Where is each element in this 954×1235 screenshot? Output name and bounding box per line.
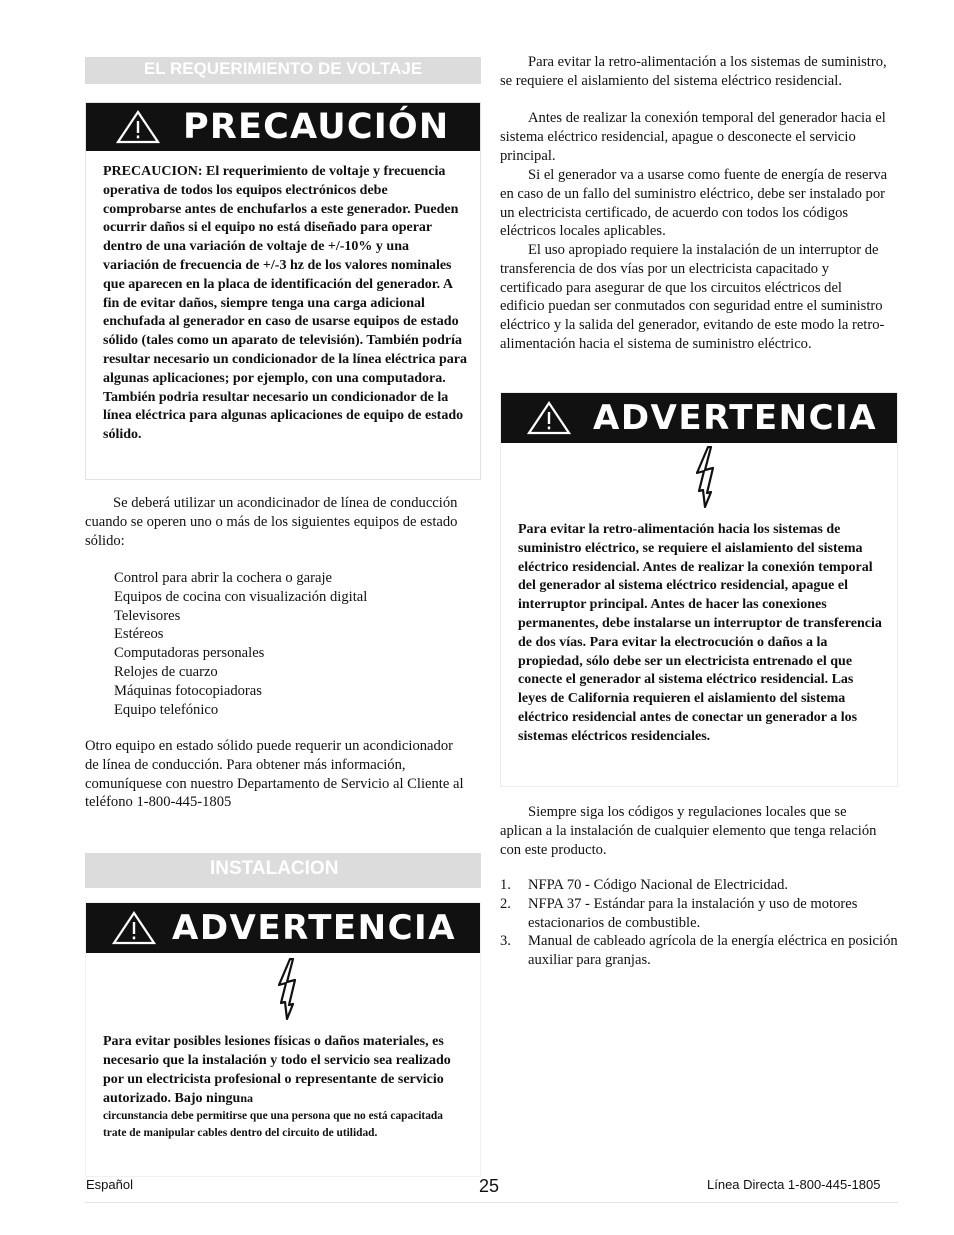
voltage-section-header (85, 57, 481, 84)
list-item: Computadoras personales (114, 645, 265, 662)
installation-warning-banner (86, 903, 480, 953)
installation-warning-text-tail: na (240, 1091, 253, 1106)
caution-banner (86, 103, 480, 151)
list-text: Manual de cableado agrícola de la energía eléctrica en posición auxiliar para granjas. (528, 933, 898, 969)
conditioner-intro: Se deberá utilizar un acondicinador de línea de conducción cuando se operen uno o más de los siguientes equipos de estado sólido: (85, 495, 458, 549)
warning-triangle-icon (116, 110, 160, 144)
feedback-warning-title: ADVERTENCIA (593, 398, 878, 438)
warning-triangle-icon (527, 401, 571, 435)
list-item (500, 895, 898, 933)
footer-language: Español (86, 1177, 133, 1192)
installation-section-header (85, 853, 481, 888)
list-item: Control para abrir la cochera o garaje (114, 570, 332, 586)
installation-section-title: INSTALACION (210, 858, 339, 879)
feedback-warning-text: Para evitar la retro-alimentación hacia los sistemas de suministro eléctrico, se requiere el aislamiento del sistema eléctrico residencial. Antes de realizar la conexión temporal del generador al sistema eléctrico residencial, apague el interruptor principal. Antes de hacer las conexiones permanentes, debe instalarse un interruptor de transferencia de dos vías. Para evitar la electrocución o daños a la propiedad, sólo debe ser un electricista entrenado el que conecte el generador al sistema eléctrico residencial. Las leyes de California requieren el aislamiento del sistema eléctrico residencial antes de conectar un generador a los sistemas eléctricos residenciales. (518, 522, 882, 744)
installation-warning-text-main: Para evitar posibles lesiones físicas o daños materiales, es necesario que la instalación y todo el servicio sea realizado por un electricista profesional o representante de servicio autorizado. Bajo ningu (103, 1034, 451, 1107)
feedback-warning-box (500, 392, 898, 787)
caution-box (85, 102, 481, 480)
codes-list (500, 876, 898, 970)
list-number: 3. (500, 933, 511, 950)
list-item: Equipos de cocina con visualización digital (114, 588, 368, 605)
list-item (500, 932, 898, 970)
list-item: Estéreos (114, 626, 164, 643)
caution-text: PRECAUCION: El requerimiento de voltaje y frecuencia operativa de todos los equipos electrónicos debe comprobarse antes de enchufarlos a este generador. Pueden ocurrir daños si el equipo no está diseñado para operar dentro de una variación de voltaje de +/-10% y una variación de frecuencia de +/-3 hz de los valores nominales que aparecen en la placa de identificación del generador. A fin de evitar daños, siempre tenga una carga adicional enchufada al generador en caso de usarse equipos de estado sólido (tales como un aparato de televisión). También podría resultar necesario un condicionador de la línea eléctrica para algunas aplicaciones; por ejemplo, con una computadora. También podria resultar necesario un condicionador de la línea eléctrica para algunas aplicaciones de equipo de estado sólido. (103, 164, 467, 443)
list-item (500, 876, 898, 895)
footer-hotline: Línea Directa 1-800-445-1805 (707, 1177, 881, 1192)
list-number: 1. (500, 877, 511, 893)
codes-intro: Siempre siga los códigos y regulaciones locales que se aplican a la instalación de cualquier elemento que tenga relación con este producto. (500, 804, 877, 858)
right-paragraph: Si el generador va a usarse como fuente de energía de reserva en caso de un fallo del suministro eléctrico, debe ser instalado por un electricista certificado, de acuerdo con todos los códigos eléctricos locales aplicables. (500, 167, 888, 240)
other-equipment-text: Otro equipo en estado sólido puede requerir un acondicionador de línea de conducción. Para obtener más información, comuníquese con nuestro Departamento de Servicio al Cliente al teléfono 1-800-445-1805 (85, 738, 464, 811)
warning-triangle-icon (112, 911, 156, 945)
lightning-bolt-icon (696, 446, 722, 513)
voltage-section-title: EL REQUERIMIENTO DE VOLTAJE (143, 59, 423, 78)
right-paragraph: Antes de realizar la conexión temporal del generador hacia el sistema eléctrico residencial, apague o desconecte el servicio principal. (500, 110, 886, 164)
list-item: Relojes de cuarzo (114, 663, 218, 680)
equipment-list (114, 569, 474, 719)
list-item: Televisores (114, 607, 181, 624)
list-text: NFPA 37 - Estándar para la instalación y uso de motores estacionarios de combustible. (528, 895, 858, 931)
caution-title: PRECAUCIÓN (183, 107, 450, 147)
list-item: Máquinas fotocopiadoras (114, 682, 262, 699)
installation-warning-small-text: circunstancia debe permitirse que una persona que no está capacitada trate de manipular cables dentro del circuito de utilidad. (103, 1110, 443, 1139)
list-number: 2. (500, 895, 511, 912)
page-number: 25 (479, 1176, 500, 1196)
footer-rule (85, 1202, 898, 1203)
right-paragraph: Para evitar la retro-alimentación a los sistemas de suministro, se requiere el aislamiento del sistema eléctrico residencial. (500, 54, 887, 89)
right-paragraph: El uso apropiado requiere la instalación de un interruptor de transferencia de dos vías por un electricista capacitado y certificado para asegurar de que los circuitos eléctricos del edificio puedan ser conmutados con seguridad entre el suministro eléctrico y la salida del generador, evitando de este modo la retro-alimentación hacia el sistema de suministro eléctrico. (500, 242, 885, 352)
feedback-warning-banner (501, 393, 897, 443)
list-text: NFPA 70 - Código Nacional de Electricidad. (528, 877, 789, 893)
list-item: Equipo telefónico (114, 701, 219, 718)
installation-warning-title: ADVERTENCIA (172, 908, 457, 948)
installation-warning-text (103, 1033, 468, 1109)
lightning-bolt-icon (278, 958, 304, 1025)
installation-warning-box (85, 902, 481, 1177)
